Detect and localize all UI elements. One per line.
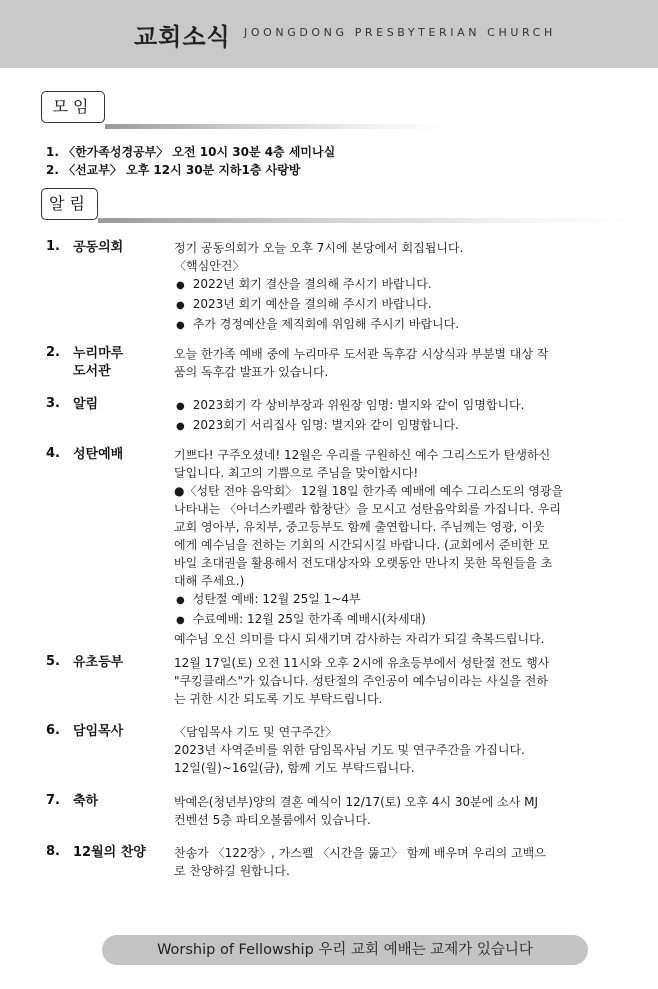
notice-line: 2023년 사역준비를 위한 담임목사님 기도 및 연구주간을 가집니다. bbox=[174, 743, 525, 757]
notice-title-line: 담임목사 bbox=[73, 724, 124, 739]
notice-title bbox=[73, 654, 157, 672]
notice-number: 3. bbox=[46, 396, 60, 411]
meeting-item-1: 1. 〈한가족성경공부〉 오전 10시 30분 4층 세미나실 bbox=[46, 145, 336, 159]
notice-number: 4. bbox=[46, 446, 60, 461]
notice-title-line: 누리마루 bbox=[73, 346, 124, 361]
notice-body bbox=[174, 654, 617, 708]
notice-line: 〈핵심안건〉 bbox=[174, 259, 245, 273]
notice-line: 12일(월)~16일(금), 함께 기도 부탁드립니다. bbox=[174, 761, 415, 775]
notice-line: ●〈성탄 전야 음악회〉 12월 18일 한가족 예배에 예수 그리스도의 영광을 bbox=[174, 484, 564, 498]
notice-line: 는 귀한 시간 되도록 기도 부탁드립니다. bbox=[174, 692, 383, 706]
notice-line: 찬송가 〈122장〉, 가스펠 〈시간을 뚫고〉 함께 배우며 우리의 고백으 bbox=[174, 846, 546, 860]
notice-line: 에게 예수님을 전하는 기회의 시간되시길 바랍니다. (교회에서 준비한 모 bbox=[174, 538, 550, 552]
notice-title-line: 축하 bbox=[73, 794, 99, 809]
notice-body bbox=[174, 345, 617, 381]
notice-body bbox=[174, 723, 617, 777]
notice-bullet-line: ● 추가 경정예산을 제직회에 위임해 주시기 바랍니다. bbox=[174, 315, 617, 335]
notice-bullet-line: ● 2023년 회기 예산을 결의해 주시기 바랍니다. bbox=[174, 295, 617, 315]
notice-title-line: 성탄예배 bbox=[73, 447, 124, 462]
notice-number: 6. bbox=[46, 723, 60, 738]
notice-number: 2. bbox=[46, 345, 60, 360]
meeting-item-2: 2. 〈선교부〉 오후 12시 30분 지하1층 사랑방 bbox=[46, 163, 301, 177]
notice-title-line: 12월의 찬양 bbox=[73, 845, 146, 860]
notices-heading: 알림 bbox=[41, 188, 98, 220]
notice-body bbox=[174, 446, 617, 648]
notice-title-line: 유초등부 bbox=[73, 655, 124, 670]
notice-line: 로 찬양하길 원합니다. bbox=[174, 864, 290, 878]
notice-line: 오늘 한가족 예배 중에 누리마루 도서관 독후감 시상식과 부분별 대상 작 bbox=[174, 347, 549, 361]
notice-number: 1. bbox=[46, 239, 60, 254]
notice-line: 〈담임목사 기도 및 연구주간〉 bbox=[174, 725, 337, 739]
notice-bullet-line: ● 수료예배: 12월 25일 한가족 예배시(차세대) bbox=[174, 610, 617, 630]
notices-divider bbox=[98, 218, 628, 223]
notice-line: 박예은(청년부)양의 결혼 예식이 12/17(토) 오후 4시 30분에 소사 MJ bbox=[174, 795, 539, 809]
notice-body bbox=[174, 396, 617, 436]
notice-title-line: 도서관 bbox=[73, 364, 111, 379]
notice-line: 품의 독후감 발표가 있습니다. bbox=[174, 365, 329, 379]
notice-title bbox=[73, 239, 157, 257]
footer-banner: Worship of Fellowship 우리 교회 예배는 교제가 있습니다 bbox=[102, 935, 588, 965]
notice-title-line: 알림 bbox=[73, 397, 99, 412]
header-bar bbox=[0, 0, 658, 68]
meetings-heading: 모임 bbox=[41, 91, 105, 123]
notice-title bbox=[73, 396, 157, 414]
notice-bullet-line: ● 2023회기 서리집사 임명: 별지와 같이 임명합니다. bbox=[174, 416, 617, 436]
notice-title bbox=[73, 793, 157, 811]
meetings-divider bbox=[105, 124, 455, 129]
notice-bullet-line: ● 성탄절 예배: 12월 25일 1~4부 bbox=[174, 590, 617, 610]
notice-line: 예수님 오신 의미를 다시 되새기며 감사하는 자리가 되길 축복드립니다. bbox=[174, 632, 545, 646]
notice-body bbox=[174, 793, 617, 829]
page-title: 교회소식 bbox=[134, 23, 231, 51]
notice-number: 7. bbox=[46, 793, 60, 808]
notice-title bbox=[73, 844, 157, 862]
notice-title bbox=[73, 446, 157, 464]
notice-line: 12월 17일(토) 오전 11시와 오후 2시에 유초등부에서 성탄절 전도 행사 bbox=[174, 656, 550, 670]
notice-body bbox=[174, 239, 617, 335]
notice-line: 달입니다. 최고의 기쁨으로 주님을 맞이합시다! bbox=[174, 466, 419, 480]
notice-title bbox=[73, 723, 157, 741]
notice-title-line: 공동의회 bbox=[73, 240, 124, 255]
notice-line: 교회 영아부, 유치부, 중고등부도 함께 출연합니다. 주님께는 영광, 이웃 bbox=[174, 520, 545, 534]
church-name: JOONGDONG PRESBYTERIAN CHURCH bbox=[244, 26, 556, 39]
notice-line: 컨벤션 5층 파티오볼룸에서 있습니다. bbox=[174, 813, 371, 827]
notice-body bbox=[174, 844, 617, 880]
notice-bullet-line: ● 2022년 회기 결산을 결의해 주시기 바랍니다. bbox=[174, 275, 617, 295]
notice-line: 바일 초대권을 활용해서 전도대상자와 오랫동안 만나지 못한 목원들을 초 bbox=[174, 556, 553, 570]
notice-number: 5. bbox=[46, 654, 60, 669]
notice-line: 정기 공동의회가 오늘 오후 7시에 본당에서 회집됩니다. bbox=[174, 241, 464, 255]
notice-title bbox=[73, 345, 157, 381]
notice-number: 8. bbox=[46, 844, 60, 859]
notice-line: 나타내는 〈아너스카펠라 합창단〉을 모시고 성탄음악회를 가집니다. 우리 bbox=[174, 502, 561, 516]
notice-line: 기쁘다! 구주오셨네! 12월은 우리를 구원하신 예수 그리스도가 탄생하신 bbox=[174, 448, 551, 462]
notice-line: 대해 주세요.) bbox=[174, 574, 245, 588]
notice-bullet-line: ● 2023회기 각 상비부장과 위원장 임명: 별지와 같이 임명합니다. bbox=[174, 396, 617, 416]
notice-line: "쿠킹클래스"가 있습니다. 성탄절의 주인공이 예수님이라는 사실을 전하 bbox=[174, 674, 548, 688]
